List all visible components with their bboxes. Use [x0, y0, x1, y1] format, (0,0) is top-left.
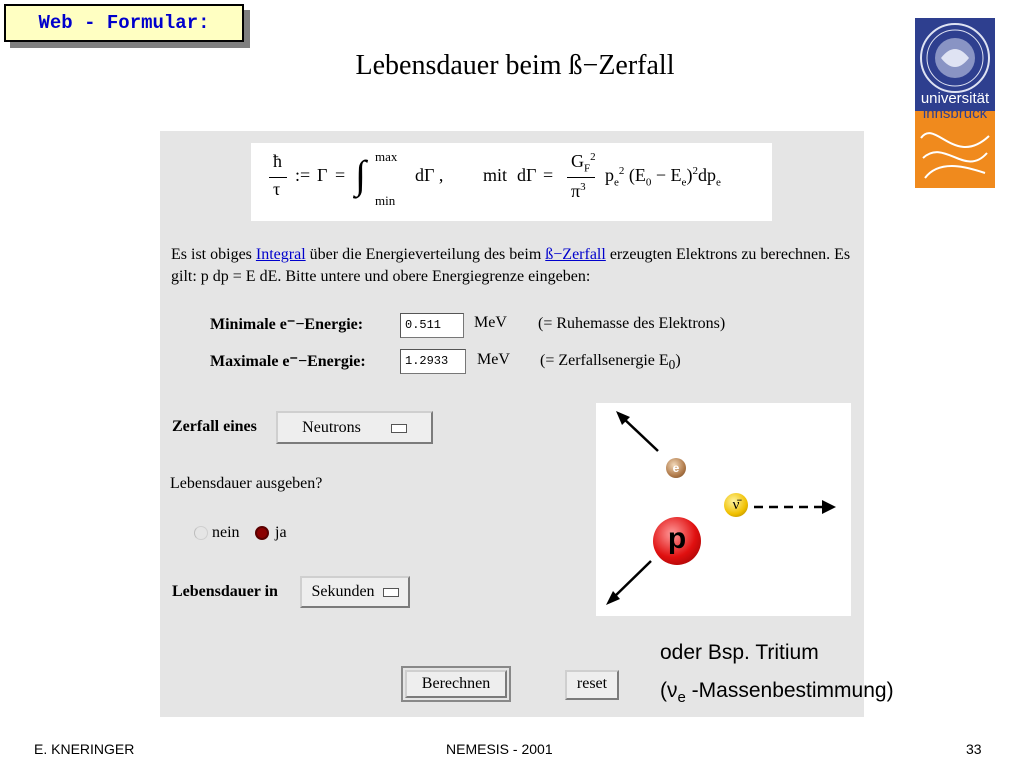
note-nu: (ν [660, 679, 678, 702]
formula-denominator [571, 181, 586, 202]
max-energy-unit: MeV [477, 351, 510, 368]
min-energy-label: Minimale e⁻−Energie: [210, 316, 364, 333]
formula-dgamma: dΓ , [415, 165, 444, 185]
lifetime-question: Lebensdauer ausgeben? [170, 475, 323, 492]
integral-max: max [375, 149, 398, 164]
menu-indicator-icon [383, 588, 399, 597]
num-sup: 2 [590, 151, 596, 163]
antineutrino-particle: ν̄ [724, 493, 748, 517]
intro-text [171, 244, 861, 288]
max-energy-note [540, 352, 681, 373]
rhs-sup: 2 [618, 165, 625, 177]
decay-selected: Neutrons [302, 419, 361, 436]
university-logo [915, 18, 995, 188]
max-note-sub: 0 [668, 357, 676, 373]
decay-label: Zerfall eines [172, 418, 257, 435]
logo-line2: innsbruck [922, 105, 988, 122]
radio-nein-label: nein [212, 524, 240, 541]
formula-eq: = [335, 165, 346, 185]
lifetime-unit-selected: Sekunden [311, 583, 375, 600]
reset-button[interactable]: reset [565, 670, 619, 700]
min-energy-note: (= Ruhemasse des Elektrons) [538, 315, 726, 332]
rhs-minus: − E [655, 165, 682, 185]
radio-ja[interactable] [255, 526, 269, 540]
num-sub: F [584, 162, 591, 175]
formula-tau: τ [273, 179, 281, 199]
decay-select[interactable] [276, 411, 433, 444]
compute-button[interactable]: Berechnen [405, 670, 507, 698]
intro-part1: Es ist obiges [171, 246, 256, 263]
integral-min: min [375, 193, 396, 208]
formula-hbar: ħ [273, 151, 282, 171]
page-title: Lebensdauer beim ß−Zerfall [355, 50, 675, 81]
lifetime-unit-label: Lebensdauer in [172, 583, 278, 600]
integral-link[interactable]: Integral [255, 246, 306, 263]
fraction-bar [269, 177, 287, 178]
rhs-dp-sub: e [715, 176, 721, 189]
den-sup: 3 [580, 181, 586, 193]
menu-indicator-icon [391, 424, 407, 433]
rhs-e0-sub: 0 [645, 176, 652, 189]
rhs-paren: ) [686, 165, 693, 185]
formula-box [251, 143, 772, 221]
section-badge: Web - Formular: [4, 4, 244, 42]
min-energy-input[interactable]: 0.511 [400, 313, 464, 338]
fraction-bar-2 [567, 177, 595, 178]
radio-ja-label: ja [275, 524, 287, 541]
decay-diagram [596, 403, 851, 616]
rhs-sub: e [614, 176, 619, 189]
footer-author: E. KNERINGER [34, 741, 135, 757]
beta-decay-link[interactable]: ß−Zerfall [545, 246, 606, 263]
rhs-paren-sup: 2 [692, 165, 698, 177]
proton-particle: p [653, 517, 701, 565]
note-line2 [660, 679, 894, 706]
note-nu-sub: e [677, 689, 686, 707]
formula-gamma: Γ [317, 165, 328, 185]
max-energy-label: Maximale e⁻−Energie: [210, 353, 366, 370]
formula-numerator [571, 151, 596, 175]
formula-dgamma2: dΓ [517, 165, 537, 185]
electron-particle: e [666, 458, 686, 478]
footer-event: NEMESIS - 2001 [446, 741, 553, 757]
num-g: G [571, 151, 584, 171]
logo-line1: universität [920, 90, 990, 107]
max-note-text: (= Zerfallsenergie E [540, 352, 669, 369]
intro-part2: über die Energieverteilung des beim [305, 246, 546, 263]
formula-rhs [605, 165, 721, 189]
note-line1: oder Bsp. Tritium [660, 641, 819, 664]
footer-page-number: 33 [966, 741, 982, 757]
formula-mit: mit [483, 165, 508, 185]
rhs-dp: dp [697, 165, 716, 185]
rhs-p: p [605, 165, 614, 185]
lifetime-unit-select[interactable] [300, 576, 410, 608]
max-note-end: ) [675, 352, 681, 369]
rhs-ee-sub: e [681, 176, 687, 189]
decay-diagram-graphic [596, 403, 851, 616]
formula-eq2: = [543, 165, 554, 185]
den-pi: π [571, 181, 581, 201]
rhs-e0: (E [628, 165, 646, 185]
max-energy-input[interactable]: 1.2933 [400, 349, 466, 374]
compute-button-frame [401, 666, 511, 702]
formula-defeq: := [295, 165, 311, 185]
note-mass: -Massenbestimmung) [685, 679, 894, 702]
integral-sign: ∫ [355, 152, 366, 197]
min-energy-unit: MeV [474, 314, 507, 331]
intro-part3: erzeugten Elektrons zu berechnen. Es gilt: p dp = E dE. Bitte untere und obere Energiegrenze eingeben: [171, 246, 851, 285]
radio-nein[interactable] [194, 526, 208, 540]
